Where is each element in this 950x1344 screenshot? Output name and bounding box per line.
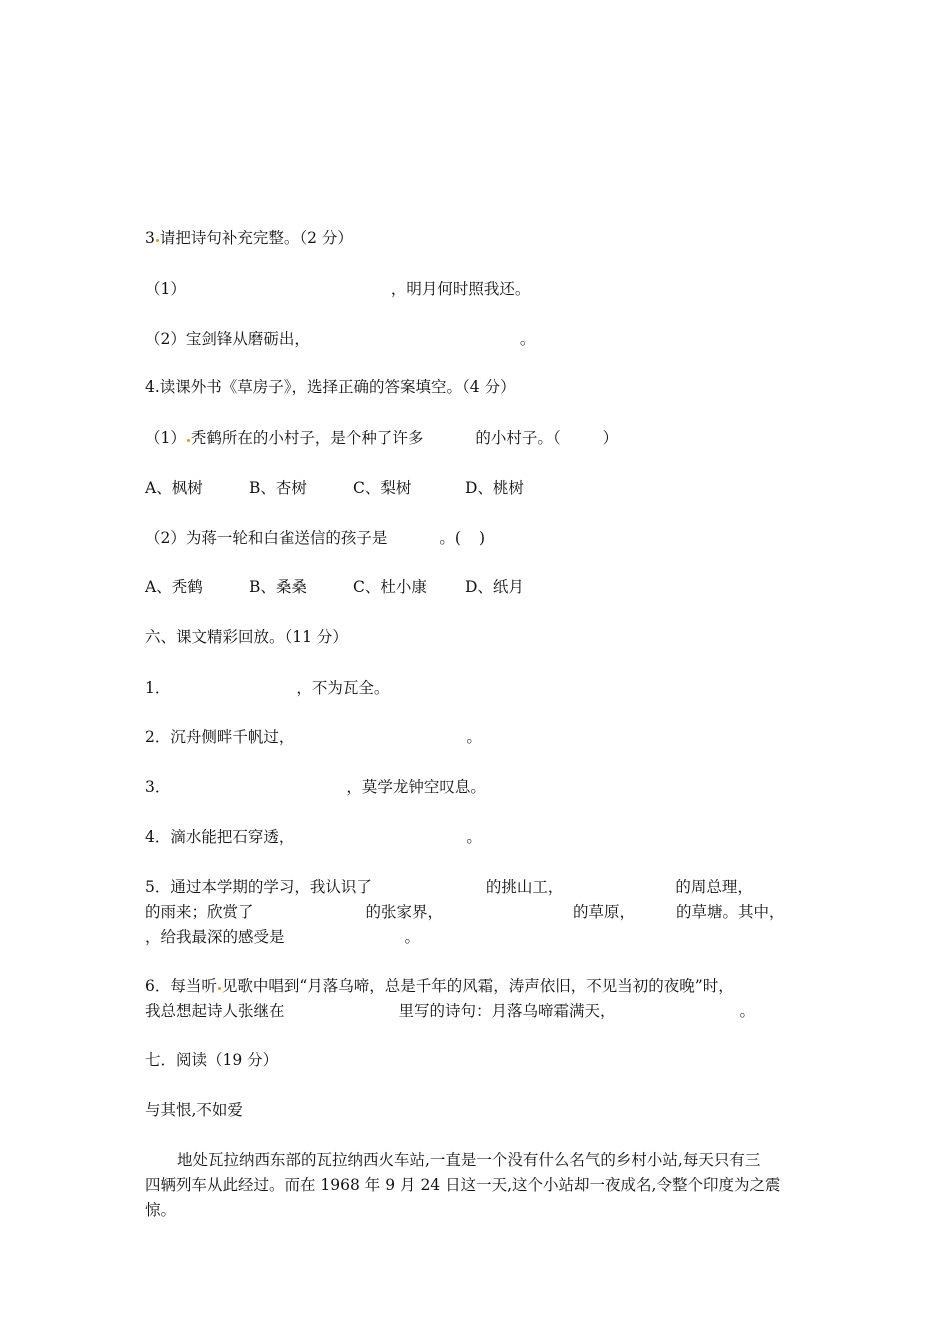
section-7-title: 七．阅读（19 分） (145, 1051, 279, 1069)
sec6-item-3: 3． ，莫学龙钟空叹息。 (145, 778, 486, 796)
sec6-item-1: 1． ，不为瓦全。 (145, 679, 390, 697)
sec6-item-5-line-2: 的雨来；欣赏了 的张家界， 的草原， 的草塘。其中， (145, 903, 785, 921)
option-d: D、纸月 (465, 578, 524, 596)
sec6-item-5-line-1: 5．通过本学期的学习，我认识了 的挑山工， 的周总理， (145, 878, 753, 896)
q3-line-1: （1） ，明月何时照我还。 (145, 280, 531, 298)
mark-dot (187, 439, 190, 442)
option-c: C、杜小康 (353, 578, 427, 596)
article-title: 与其恨,不如爱 (145, 1101, 243, 1119)
sec6-item-6-line-1: 6．每当听 见歌中唱到“月落乌啼，总是千年的风霜，涛声依旧，不见当初的夜晚”时， (145, 977, 734, 995)
q4-sub-1-options (145, 476, 524, 498)
sec6-item-4: 4．滴水能把石穿透， 。 (145, 828, 482, 846)
sec6-item-6-line-2: 我总想起诗人张继在 里写的诗句：月落乌啼霜满天， 。 (145, 1002, 756, 1020)
q3-line-2: （2）宝剑锋从磨砺出， 。 (145, 330, 536, 348)
mark-dot (218, 987, 221, 990)
option-c: C、梨树 (353, 479, 412, 497)
option-d: D、桃树 (465, 479, 524, 497)
q4-title: 4.读课外书《草房子》，选择正确的答案填空。（4 分） (145, 378, 516, 396)
section-6-title: 六、课文精彩回放。（11 分） (145, 628, 348, 646)
q4-sub-1: （1） 秃鹤所在的小村子，是个种了许多 的小村子。（ ） (145, 429, 619, 447)
option-a: A、枫树 (145, 479, 203, 497)
article-paragraph-line-1: 地处瓦拉纳西东部的瓦拉纳西火车站,一直是一个没有什么名气的乡村小站,每天只有三 (177, 1151, 761, 1169)
q3-title: 3 请把诗句补充完整。（2 分） (145, 229, 353, 247)
mark-dot (156, 239, 159, 242)
article-paragraph-line-2: 四辆列车从此经过。而在 1968 年 9 月 24 日这一天,这个小站却一夜成名,令整个印度为之震 (145, 1176, 781, 1194)
q4-sub-2-options (145, 575, 524, 597)
sec6-item-5-line-3: ，给我最深的感受是 。 (145, 928, 421, 946)
option-a: A、秃鹤 (145, 578, 203, 596)
option-b: B、桑桑 (249, 578, 307, 596)
option-b: B、杏树 (249, 479, 307, 497)
q4-sub-2: （2）为蒋一轮和白雀送信的孩子是 。( ) (145, 529, 485, 547)
sec6-item-2: 2．沉舟侧畔千帆过， 。 (145, 728, 482, 746)
article-paragraph-line-3: 惊。 (145, 1201, 177, 1219)
